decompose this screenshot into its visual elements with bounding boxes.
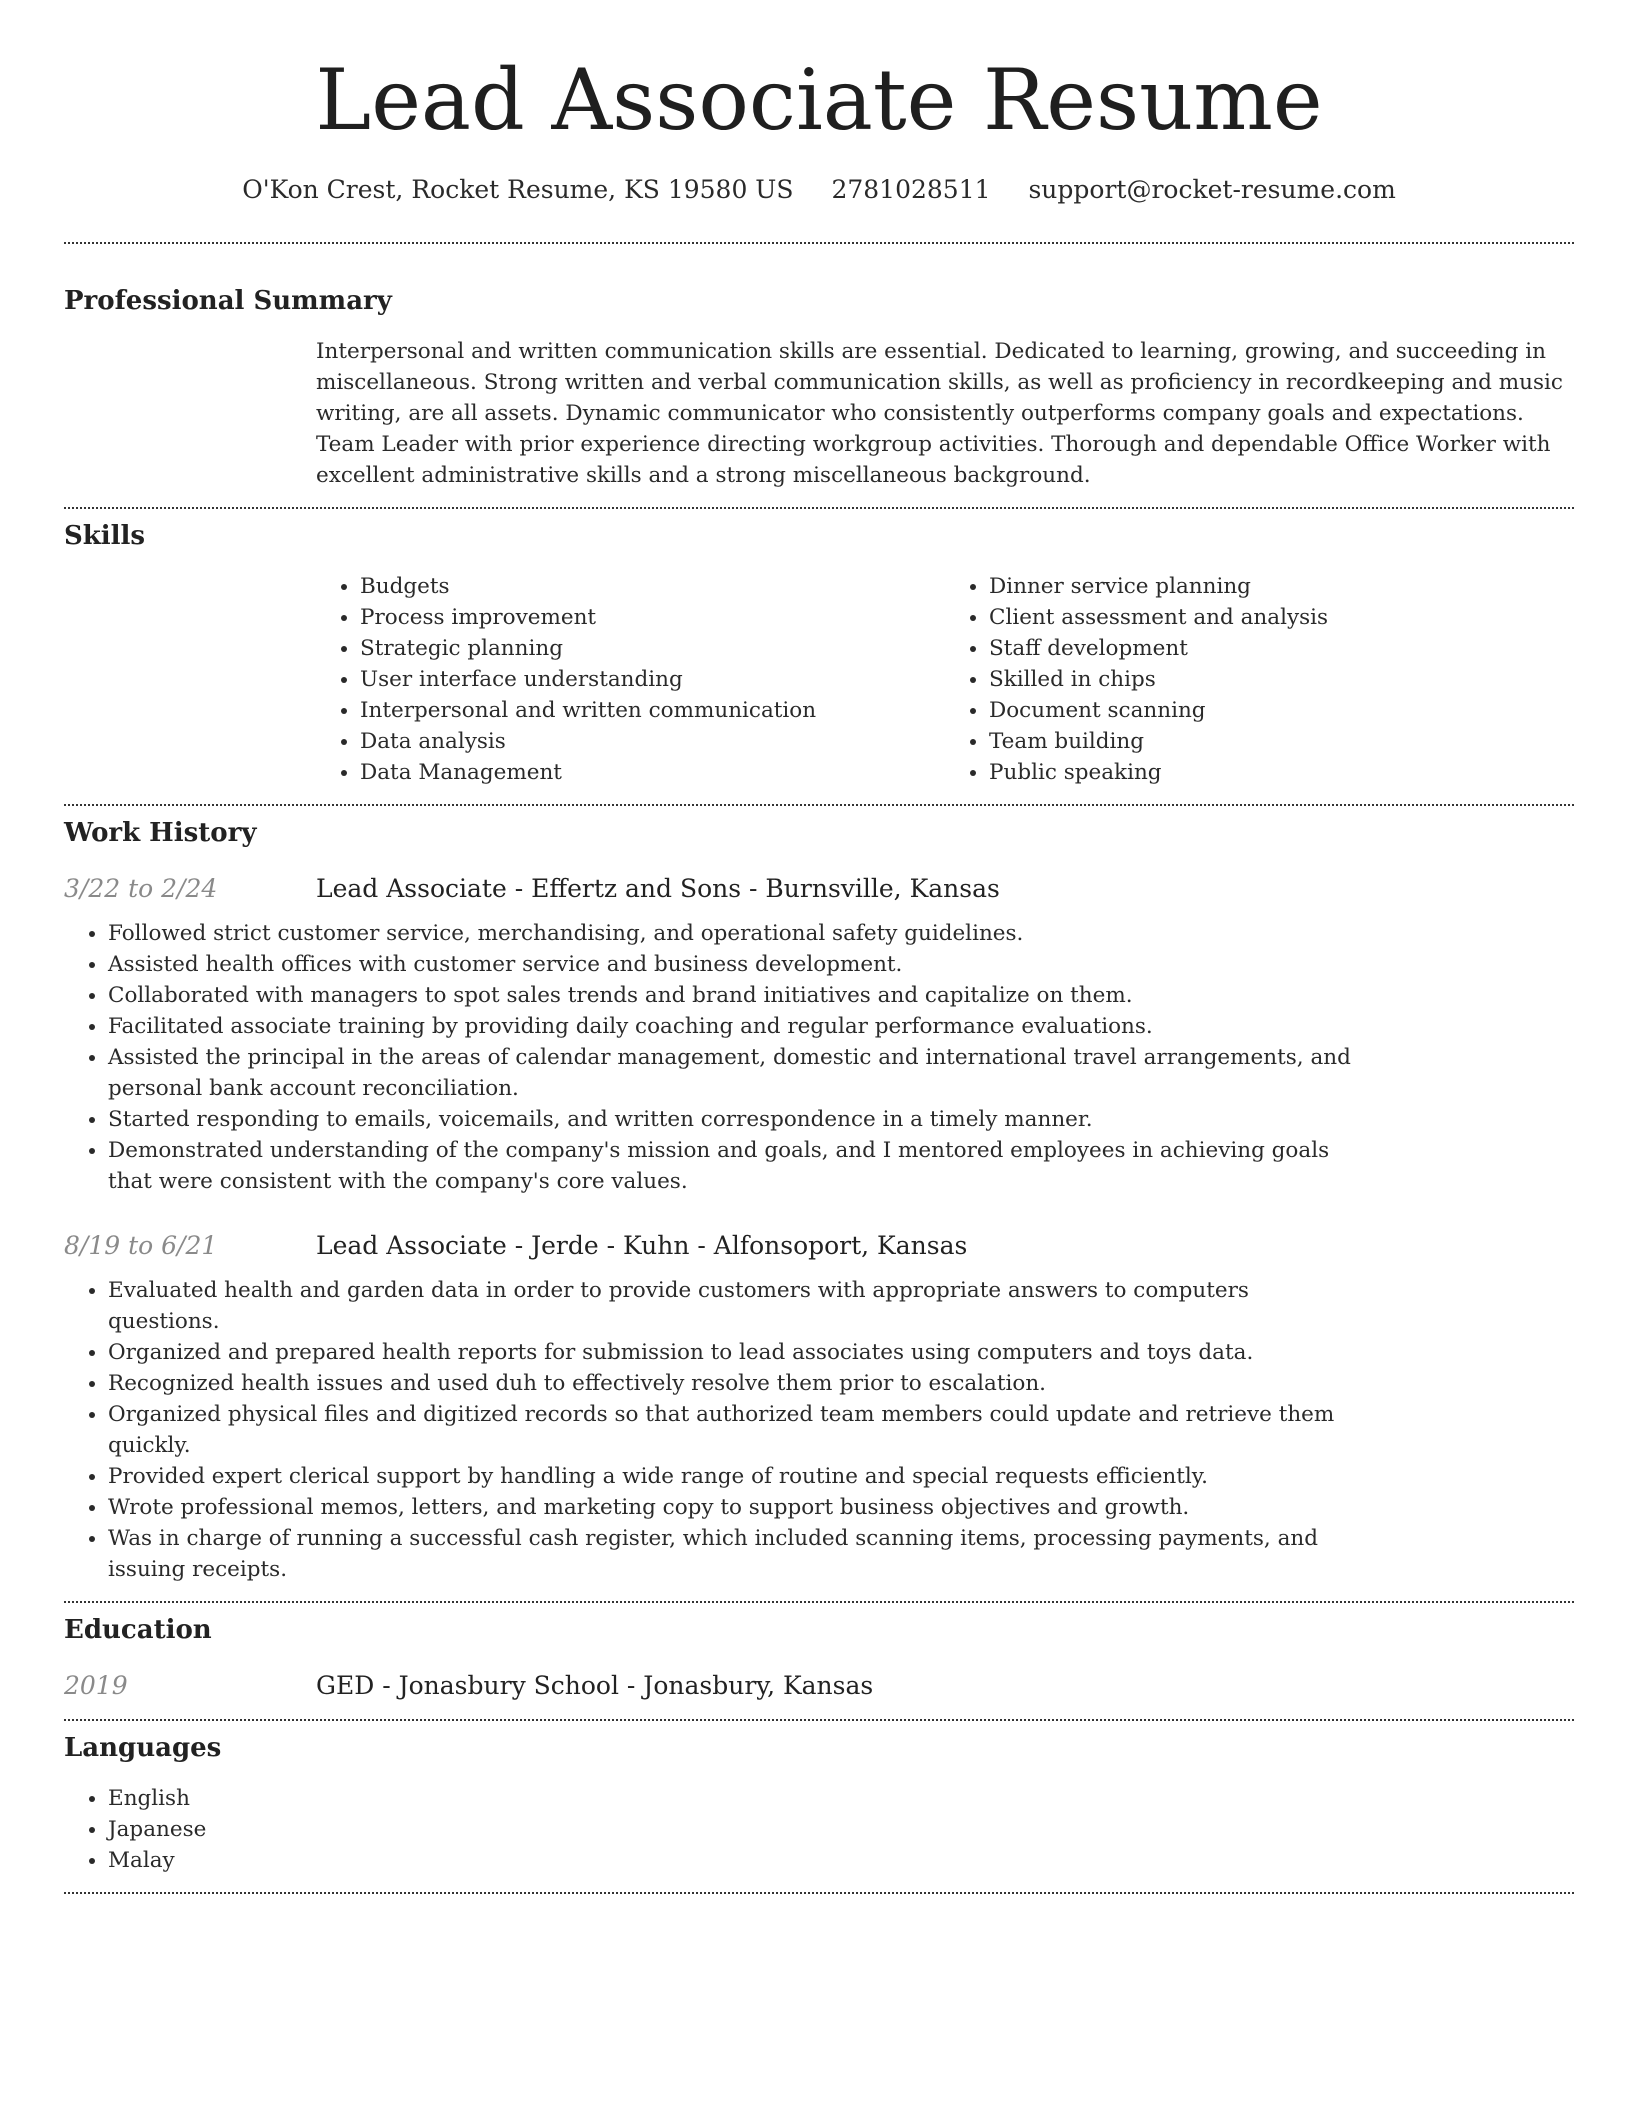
job-header xyxy=(64,872,1574,906)
resume-page xyxy=(64,0,1574,1894)
skill-item: • Interpersonal and written communication xyxy=(360,695,945,726)
job-entry xyxy=(64,1229,1574,1585)
contact-email: support@rocket-resume.com xyxy=(1028,175,1396,204)
skill-item: • Client assessment and analysis xyxy=(989,602,1574,633)
skill-item: • Team building xyxy=(989,726,1574,757)
divider xyxy=(64,507,1574,509)
languages-list xyxy=(64,1783,1366,1876)
job-bullets xyxy=(64,1275,1366,1585)
job-bullet: • Demonstrated understanding of the company's mission and goals, and I mentored employees in achieving goals that were consistent with the company's core values. xyxy=(108,1135,1366,1197)
job-bullet: • Started responding to emails, voicemails, and written correspondence in a timely manner. xyxy=(108,1104,1366,1135)
divider xyxy=(64,804,1574,806)
contact-line xyxy=(64,172,1574,208)
skills-list-left xyxy=(316,571,945,788)
skill-item: • Staff development xyxy=(989,633,1574,664)
language-item: • English xyxy=(108,1783,1366,1814)
job-bullet: • Recognized health issues and used duh to effectively resolve them prior to escalation. xyxy=(108,1368,1366,1399)
job-dates: 8/19 to 6/21 xyxy=(64,1231,218,1260)
job-bullet: • Was in charge of running a successful cash register, which included scanning items, processing payments, and issuing receipts. xyxy=(108,1523,1366,1585)
skills-heading: Skills xyxy=(64,521,146,551)
work-heading: Work History xyxy=(64,818,257,848)
language-item: • Malay xyxy=(108,1845,1366,1876)
job-bullet: • Evaluated health and garden data in order to provide customers with appropriate answers to computers questions. xyxy=(108,1275,1366,1337)
job-bullet: • Organized and prepared health reports for submission to lead associates using computers and toys data. xyxy=(108,1337,1366,1368)
job-bullet: • Assisted the principal in the areas of calendar management, domestic and international travel arrangements, and personal bank account reconciliation. xyxy=(108,1042,1366,1104)
education-heading: Education xyxy=(64,1615,212,1645)
skill-item: • Dinner service planning xyxy=(989,571,1574,602)
job-title: Lead Associate - Jerde - Kuhn - Alfonsoport, Kansas xyxy=(316,1231,968,1260)
work-section xyxy=(64,816,1574,1585)
education-title: GED - Jonasbury School - Jonasbury, Kansas xyxy=(316,1671,874,1700)
job-dates: 3/22 to 2/24 xyxy=(64,874,218,903)
resume-title: Lead Associate Resume xyxy=(315,51,1323,149)
skill-item: • User interface understanding xyxy=(360,664,945,695)
skills-columns xyxy=(316,571,1574,788)
education-date: 2019 xyxy=(64,1671,128,1700)
education-section xyxy=(64,1613,1574,1703)
summary-text: Interpersonal and written communication skills are essential. Dedicated to learning, growing, and succeeding in miscellaneous. Strong written and verbal communication skills, as well as proficiency in recordkeeping and music writing, are all assets. Dynamic communicator who consistently outperforms company goals and expectations. Team Leader with prior experience directing workgroup activities. Thorough and dependable Office Worker with excellent administrative skills and a strong miscellaneous background. xyxy=(316,339,1563,488)
skill-item: • Data analysis xyxy=(360,726,945,757)
skill-item: • Data Management xyxy=(360,757,945,788)
contact-phone: 2781028511 xyxy=(831,175,991,204)
job-bullet: • Provided expert clerical support by handling a wide range of routine and special requests efficiently. xyxy=(108,1461,1366,1492)
skill-item: • Budgets xyxy=(360,571,945,602)
divider xyxy=(64,1892,1574,1894)
divider xyxy=(64,242,1574,244)
job-bullet: • Wrote professional memos, letters, and marketing copy to support business objectives and growth. xyxy=(108,1492,1366,1523)
skills-list-right xyxy=(945,571,1574,788)
divider xyxy=(64,1601,1574,1603)
job-entry xyxy=(64,872,1574,1197)
job-bullet: • Followed strict customer service, merchandising, and operational safety guidelines. xyxy=(108,918,1366,949)
skills-section xyxy=(64,519,1574,788)
languages-heading: Languages xyxy=(64,1733,222,1763)
job-bullet: • Organized physical files and digitized records so that authorized team members could update and retrieve them quickly. xyxy=(108,1399,1366,1461)
job-bullet: • Facilitated associate training by providing daily coaching and regular performance evaluations. xyxy=(108,1011,1366,1042)
job-bullets xyxy=(64,918,1366,1197)
job-header xyxy=(64,1229,1574,1263)
contact-address: O'Kon Crest, Rocket Resume, KS 19580 US xyxy=(242,175,794,204)
job-bullet: • Assisted health offices with customer service and business development. xyxy=(108,949,1366,980)
education-entry xyxy=(64,1669,1574,1703)
summary-section xyxy=(64,284,1574,491)
job-bullet: • Collaborated with managers to spot sales trends and brand initiatives and capitalize on them. xyxy=(108,980,1366,1011)
skill-item: • Public speaking xyxy=(989,757,1574,788)
job-title: Lead Associate - Effertz and Sons - Burnsville, Kansas xyxy=(316,874,1000,903)
skill-item: • Document scanning xyxy=(989,695,1574,726)
skill-item: • Skilled in chips xyxy=(989,664,1574,695)
language-item: • Japanese xyxy=(108,1814,1366,1845)
skill-item: • Strategic planning xyxy=(360,633,945,664)
summary-heading: Professional Summary xyxy=(64,286,392,316)
skill-item: • Process improvement xyxy=(360,602,945,633)
divider xyxy=(64,1719,1574,1721)
languages-section xyxy=(64,1731,1574,1876)
